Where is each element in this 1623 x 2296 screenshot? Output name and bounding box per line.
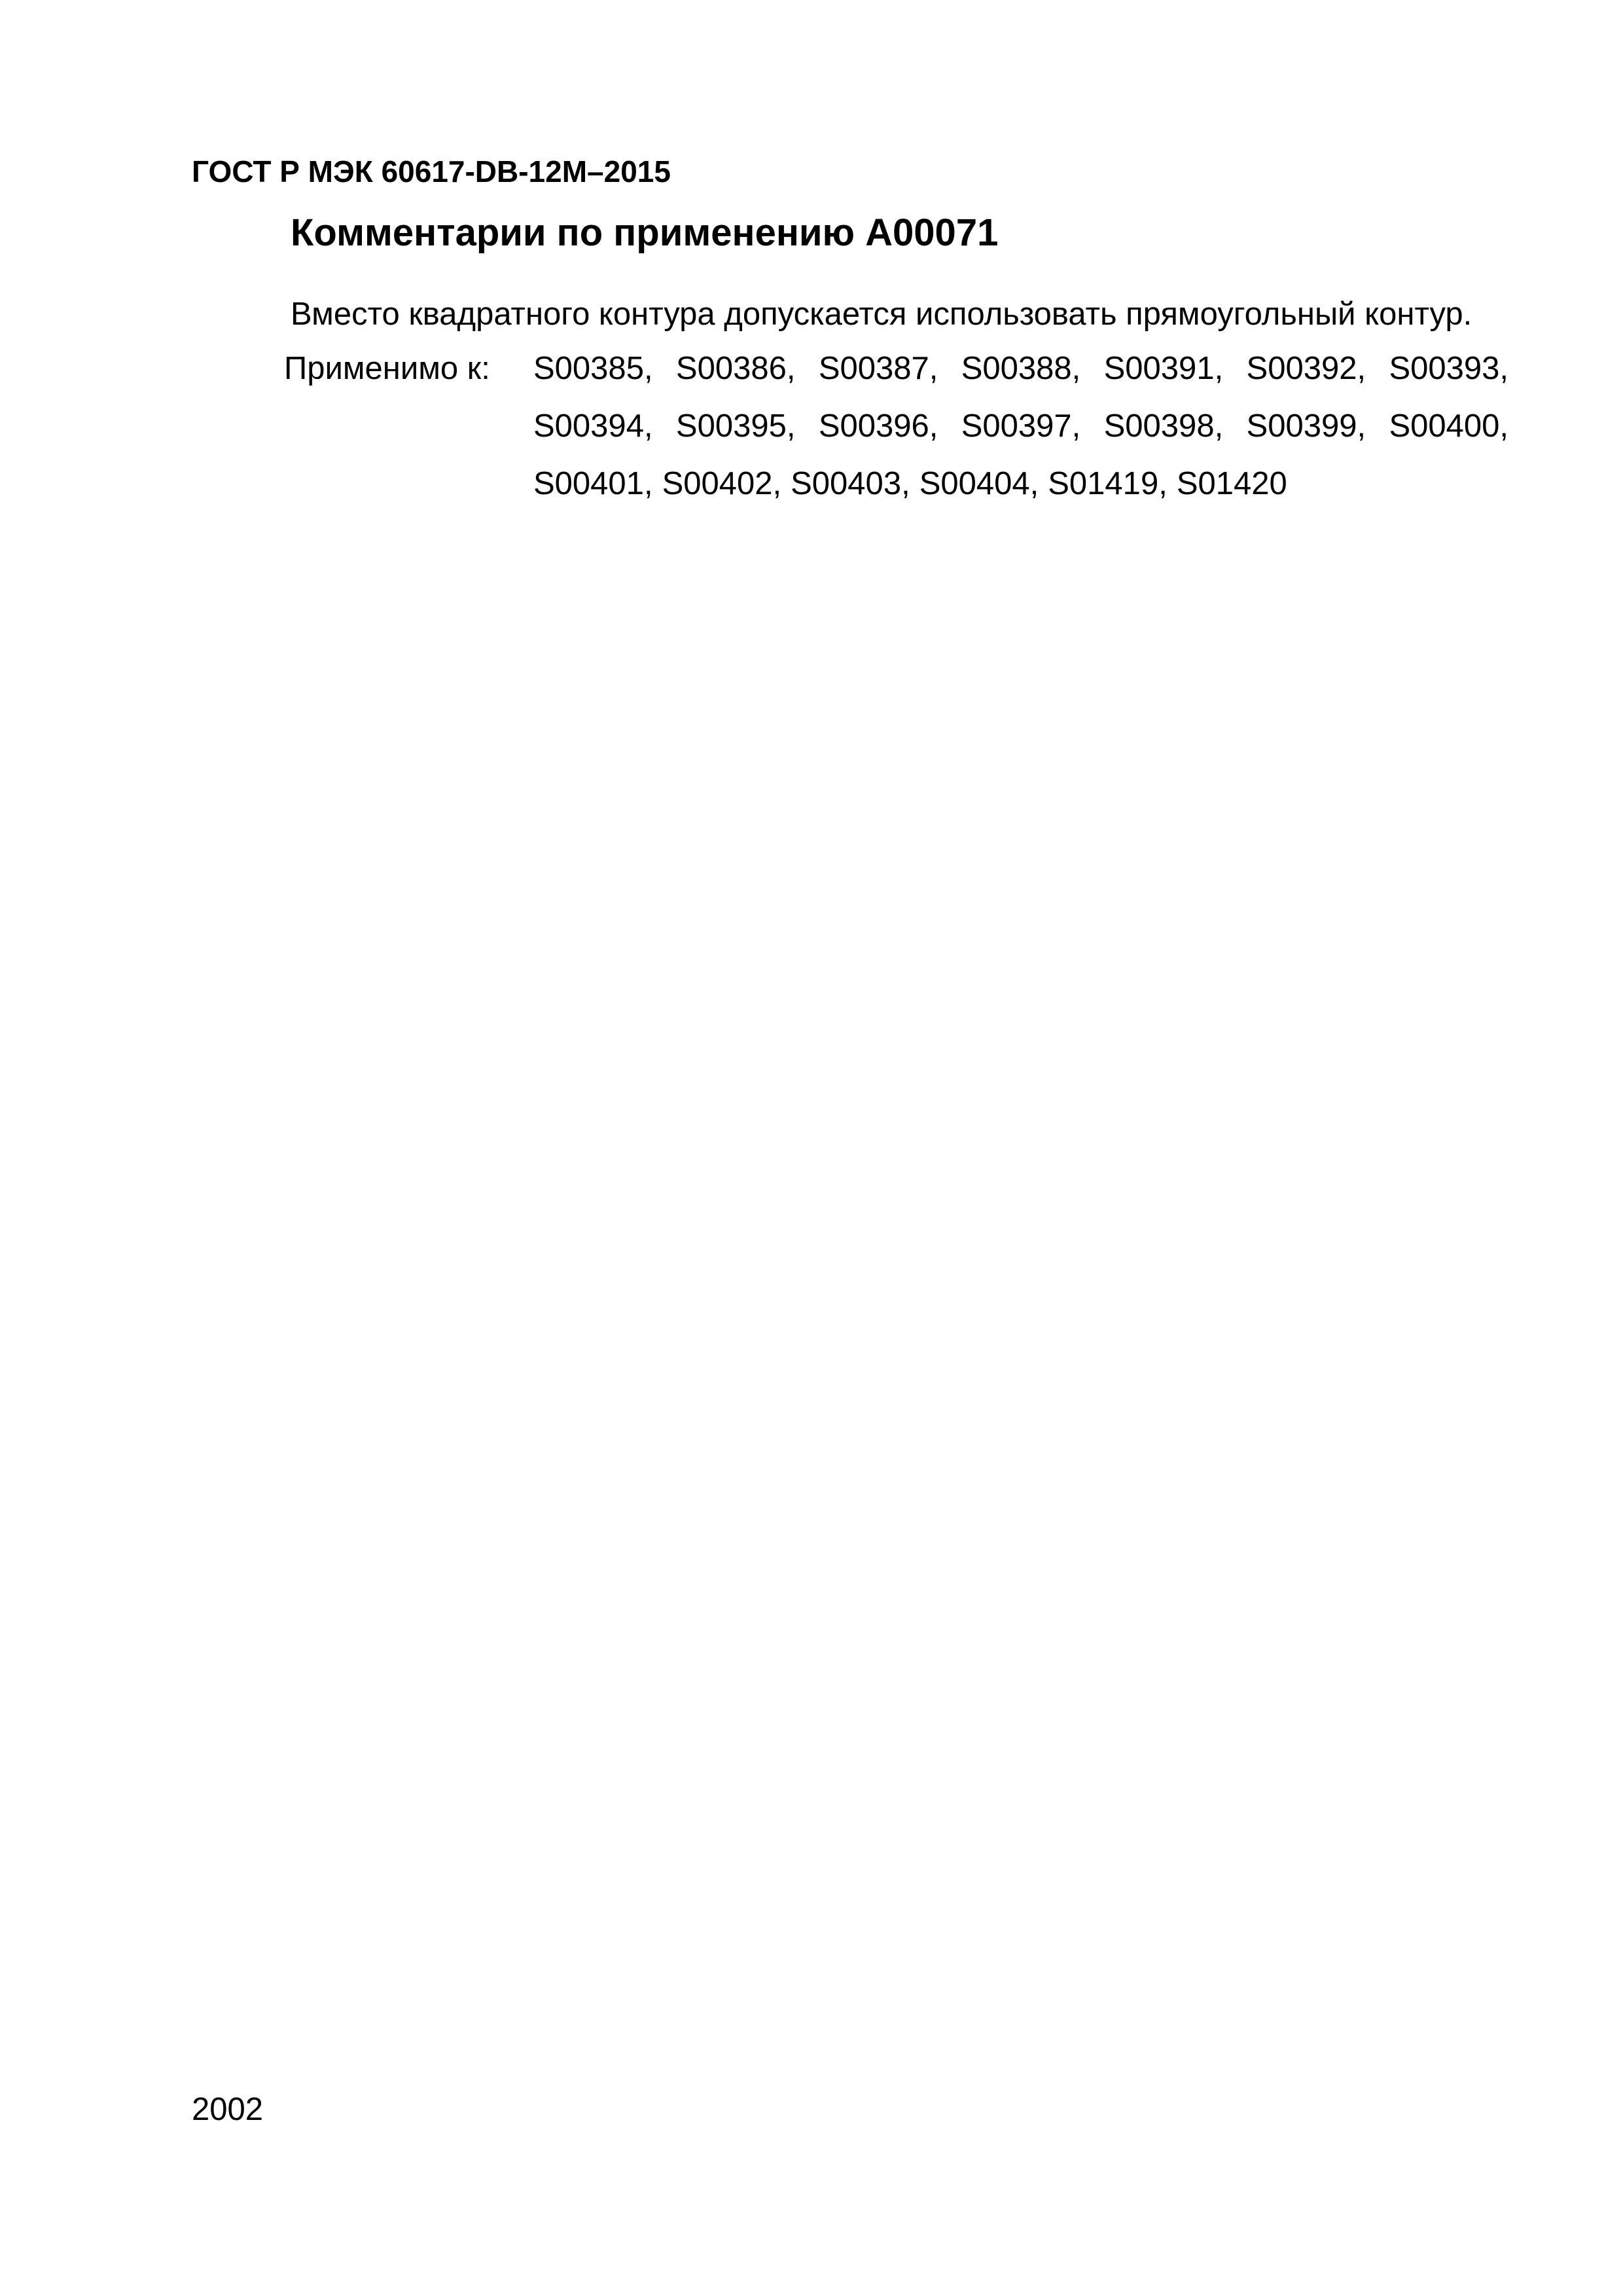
symbol-code: S01419, xyxy=(1048,466,1168,501)
symbol-code: S00402, xyxy=(662,466,782,501)
applies-to-row xyxy=(533,403,1508,461)
symbol-code: S00400, xyxy=(1389,408,1508,444)
section-title: Комментарии по применению A00071 xyxy=(291,211,999,254)
symbol-code: S00403, xyxy=(791,466,910,501)
symbol-code: S00393, xyxy=(1389,351,1508,386)
symbol-code: S00401, xyxy=(533,466,653,501)
symbol-code: S00397, xyxy=(961,408,1081,444)
symbol-code: S00387, xyxy=(818,351,938,386)
symbol-code: S00398, xyxy=(1103,408,1224,444)
page-number: 2002 xyxy=(192,2092,264,2127)
applies-to-list xyxy=(533,346,1508,518)
symbol-code: S00394, xyxy=(533,408,653,444)
symbol-code: S00385, xyxy=(533,351,653,386)
document-code: ГОСТ Р МЭК 60617-DB-12M–2015 xyxy=(192,154,671,188)
applies-to-row xyxy=(533,346,1508,403)
applies-to-label: Применимо к: xyxy=(284,351,490,386)
symbol-code: S00388, xyxy=(961,351,1081,386)
symbol-code: S00386, xyxy=(675,351,796,386)
symbol-code: S00404, xyxy=(919,466,1039,501)
symbol-code: S00399, xyxy=(1246,408,1366,444)
comment-text: Вместо квадратного контура допускается использовать прямоугольный контур. xyxy=(291,296,1472,332)
symbol-code: S00391, xyxy=(1103,351,1224,386)
symbol-code: S00396, xyxy=(818,408,938,444)
symbol-code: S00392, xyxy=(1246,351,1366,386)
symbol-code: S01420 xyxy=(1176,466,1287,501)
applies-to-row xyxy=(533,461,1508,518)
symbol-code: S00395, xyxy=(675,408,796,444)
